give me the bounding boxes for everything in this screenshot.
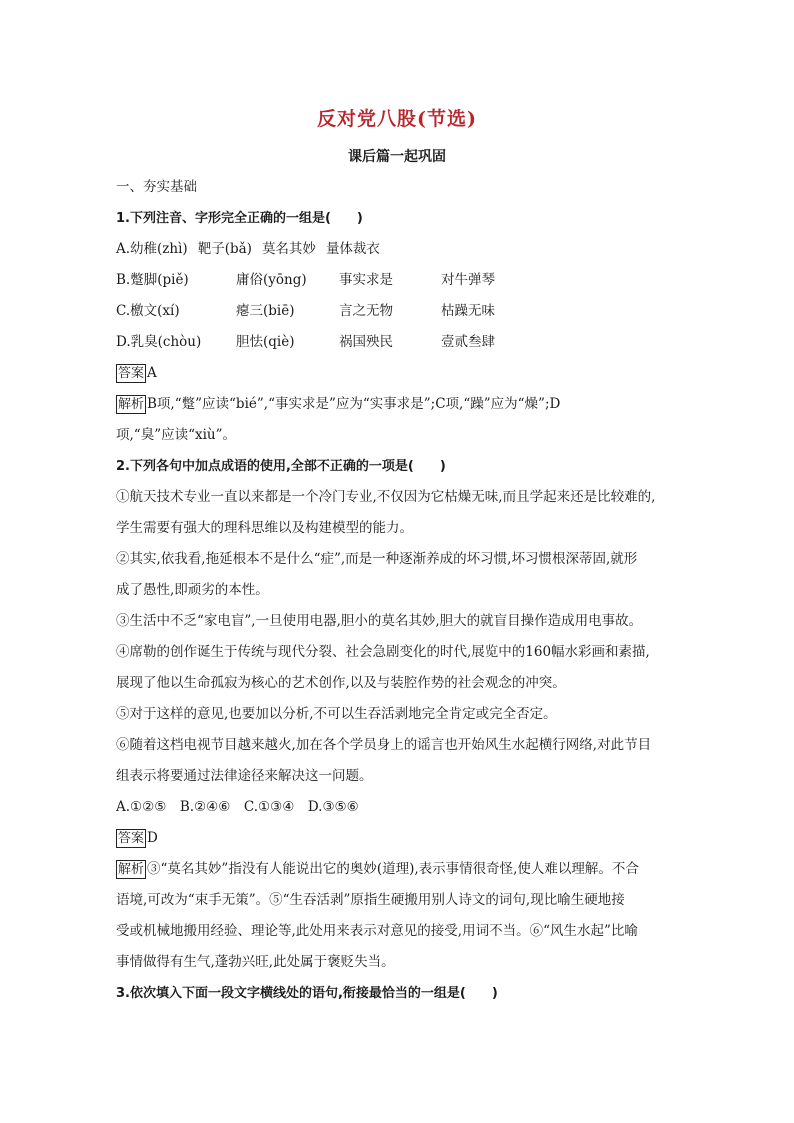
sentence-line: ②其实,依我看,拖延根本不是什么“症”,而是一种逐渐养成的坏习惯,坏习惯根深蒂固,就形 [116, 551, 638, 567]
option-item: 祸国殃民 [339, 334, 393, 350]
question-2-choices: A.①②⑤ B.②④⑥ C.①③④ D.③⑤⑥ [116, 799, 359, 815]
sentence-line: ⑤对于这样的意见,也要加以分析,不可以生吞活剥地完全肯定或完全否定。 [116, 706, 557, 722]
option-item: 莫名其妙 [261, 241, 316, 257]
answer-value: A [147, 365, 157, 381]
option-item: 枯躁无味 [441, 303, 495, 319]
sentence-line: ①航天技术专业一直以来都是一个冷门专业,不仅因为它枯燥无味,而且学起来还是比较难的, [116, 489, 656, 505]
option-item: 言之无物 [339, 303, 393, 319]
analysis-text: 语境,可改为“束手无策”。⑤“生吞活剥”原指生硬搬用别人诗文的词句,现比喻生硬地接 [116, 892, 625, 908]
section-heading: 一、夯实基础 [116, 179, 197, 195]
answer-label: 答案 [118, 366, 145, 381]
option-item: 靶子(bǎ) [197, 241, 252, 257]
question-1-option-c [116, 296, 696, 327]
page-subtitle: 课后篇一起巩固 [348, 149, 446, 165]
sentence-line: ④席勒的创作诞生于传统与现代分裂、社会急剧变化的时代,展览中的160幅水彩画和素描, [116, 644, 650, 660]
option-item: 壹贰叁肆 [441, 334, 495, 350]
sentence-line: 成了愚性,即顽劣的本性。 [116, 582, 269, 598]
question-2-stem: 2.下列各句中加点成语的使用,全部不正确的一项是( ) [116, 459, 446, 474]
option-item: B.蹩脚(piě) [116, 272, 189, 288]
sentence-line: 组表示将要通过法律途径来解决这一问题。 [116, 768, 373, 784]
question-1-option-b [116, 265, 696, 296]
question-1-stem: 1.下列注音、字形完全正确的一组是( ) [116, 211, 363, 226]
question-3-stem: 3.依次填入下面一段文字横线处的语句,衔接最恰当的一组是( ) [116, 986, 498, 1001]
option-item: 事实求是 [339, 272, 393, 288]
sentence-line: ⑥随着这档电视节目越来越火,加在各个学员身上的谣言也开始风生水起横行网络,对此节目 [116, 737, 652, 753]
option-item: D.乳臭(chòu) [116, 334, 202, 350]
question-1-option-a [116, 234, 696, 265]
option-item: 庸俗(yōng) [236, 272, 307, 288]
option-item: 瘪三(biē) [236, 303, 295, 319]
analysis-label: 解析 [118, 397, 145, 412]
document-body [116, 172, 696, 1009]
option-item: 量体裁衣 [325, 241, 380, 257]
option-item: 胆怯(qiè) [236, 334, 295, 350]
option-item: A.幼稚(zhì) [116, 241, 188, 257]
question-2-analysis [116, 854, 696, 885]
question-2-answer [116, 823, 696, 854]
question-1-answer [116, 358, 696, 389]
analysis-text: 项,“臭”应读“xiù”。 [116, 427, 237, 443]
analysis-text: 受或机械地搬用经验、理论等,此处用来表示对意见的接受,用词不当。⑥“风生水起”比喻 [116, 923, 638, 939]
analysis-label: 解析 [118, 862, 145, 877]
sentence-line: 学生需要有强大的理科思维以及构建模型的能力。 [116, 520, 413, 536]
option-item: C.檄文(xí) [116, 303, 180, 319]
option-item: 对牛弹琴 [441, 272, 495, 288]
analysis-text: ③“莫名其妙”指没有人能说出它的奥妙(道理),表示事情很奇怪,使人难以理解。不合 [147, 861, 639, 877]
sentence-line: ③生活中不乏“家电盲”,一旦使用电器,胆小的莫名其妙,胆大的就盲目操作造成用电事故。 [116, 613, 643, 629]
question-1-option-d [116, 327, 696, 358]
page-title: 反对党八股(节选) [317, 108, 477, 130]
question-1-analysis [116, 389, 696, 420]
answer-value: D [147, 830, 158, 846]
analysis-text: B项,“蹩”应读“bié”,“事实求是”应为“实事求是”;C项,“躁”应为“燥”;D [147, 396, 561, 412]
analysis-text: 事情做得有生气,蓬勃兴旺,此处属于褒贬失当。 [116, 954, 395, 970]
sentence-line: 展现了他以生命孤寂为核心的艺术创作,以及与装腔作势的社会观念的冲突。 [116, 675, 566, 691]
answer-label: 答案 [118, 831, 145, 846]
